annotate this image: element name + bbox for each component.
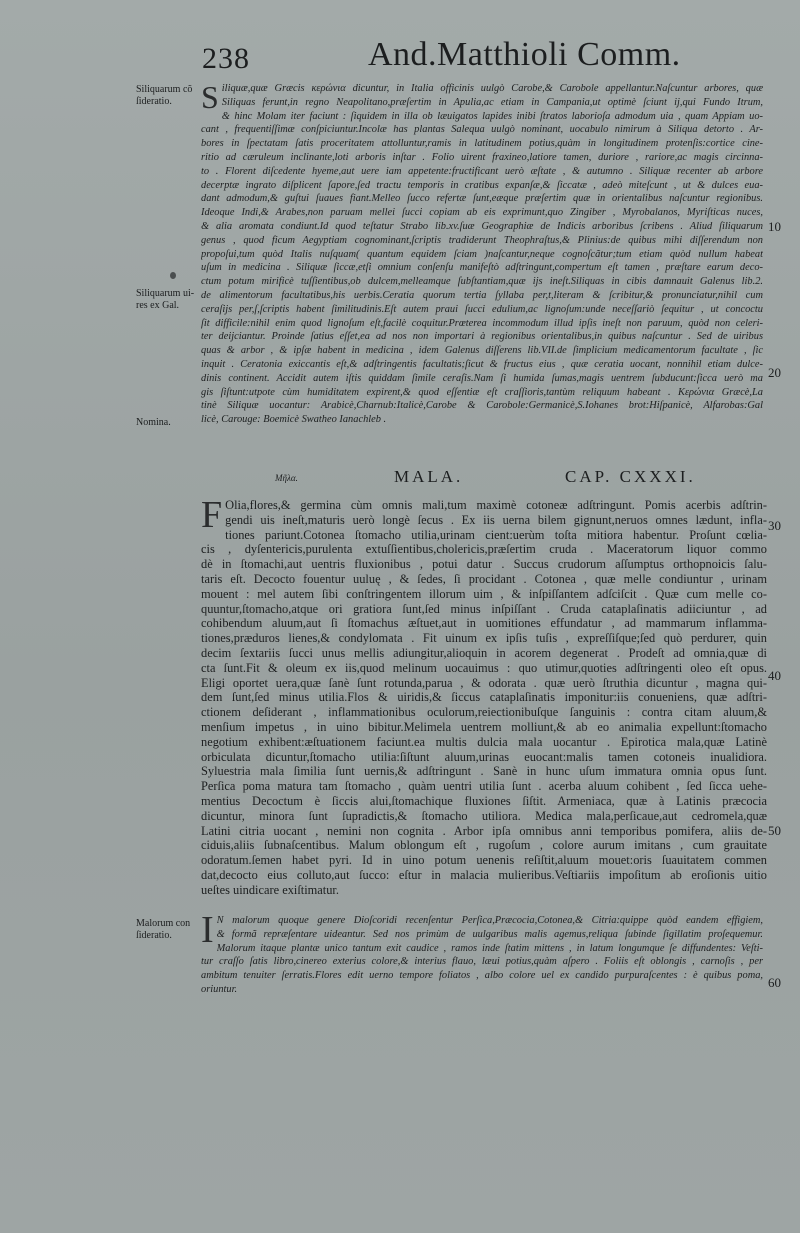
text-line: bores in ſpectatam ſatis proceritatem attolluntur,ramis in latitudinem potius,quàm in longitudinem protenſis:cortice cine-: [201, 138, 763, 150]
text-line: propoſui,tum quòd Italis nuſquam( quantum equidem ſciam )naſcantur,neque cognoſcãtur;tum etiam quòd nullum habeat: [201, 248, 763, 260]
line-number: 50: [768, 823, 781, 838]
text-line: cohibendum aluum,aut ſi ſtomachus æſtuet,aut in uomitiones effundatur , ad mammarum inflamma-: [201, 616, 767, 631]
chapter-title: MALA.: [394, 467, 464, 486]
line-number: 30: [768, 518, 781, 533]
line-number: 10: [768, 219, 781, 234]
text-line: & alia aromata condiunt.Id quod teſtatur Strabo lib.xv.ſuæ Geographiæ de Indicis arboribus ſcribens . Aliud ſiliquarum: [201, 220, 763, 232]
text-line: Siliquas ferunt,in regno Neapolitano,præſertim in Apulia,ac etiam in Campania,ut optimè ſciunt ij,qui Fundo Itrum,: [221, 96, 763, 108]
text-line: inquit . Ceratonia exiccantis eſt,& adſtringentis facultatis;ſicut & fructus eius , quæ ceratia uocant, nonnihil etiam dulce-: [201, 358, 763, 370]
text-line: tinè Siliquæ uocantur: Arabicè,Charnub:Italicè,Carobe & Carobole:Germanicè,S.Iohanes brot:Hiſpanicè, Alfarobas:Gal: [201, 400, 763, 412]
margin-note-nomina: Nomina.: [136, 417, 171, 428]
line-number: 20: [768, 365, 781, 380]
text-line: dinis continent. Accidit autem iſtis quiddam ſimile ceraſis.Nam ſi humida ſumas,magis uentrem ſubducunt:ſicca uerò ma: [201, 372, 763, 384]
line-number: 40: [768, 668, 781, 683]
text-line: dat,decocto eius colluto,aut ſucco: eſtur in malacia mulieribus.Veſtiariis impoſitum ab eroſionis uitio: [201, 867, 767, 882]
text-line: dè in ſtomachi,aut uentris fluxionibus , potui datur . Succus crudorum aſſumptus orthopnoicis ſalu-: [201, 557, 767, 572]
text-line: Eligi oportet uera,quæ ſanè ſunt rotunda,parua , & odorata . quæ uerò ſtruthia dicuntur , magna qui-: [201, 675, 767, 690]
ink-spot: [170, 272, 176, 279]
text-line: quuntur,ſtomacho,atque ori gratiora ſunt,ſed minus inſpiſſant . Cruda cataplaſinatis adiiciuntur , ad: [201, 601, 767, 616]
text-line: uſum in medicina . Siliquæ ſiccæ,etſi omnium conſenſu manifeſtò adſtringunt,compertum eſt tamen , præſtare earum deco-: [201, 262, 763, 274]
text-line: tiones pariunt.Cotonea ſtomacho utilia,urinam cient:uerùm toſta mitiora habentur. Proſunt cœlia-: [225, 527, 767, 542]
page-number: 238: [202, 42, 250, 75]
text-line: Ideoque Indi,& Arabes,non paruam mellei ſucci copiam ab eis exprimunt,quo Zingiber , Myrobalanos, Myriſticas nuces,: [201, 207, 763, 219]
dropcap: S: [201, 79, 219, 115]
commentary-siliqua-lines: [201, 79, 763, 427]
text-line: genus , quod ficum Aegyptiam cognominant,ſcriptis tradiderunt Theophraſtus,& Plinius:de quibus mihi diſſerendum non: [201, 234, 763, 246]
commentary-siliqua: [201, 79, 763, 427]
dioscorides-text: [201, 494, 767, 898]
text-line: mentius Decoctum è ſiccis alui,ſtomachique fluxiones ſiſtit. Armeniaca, quæ à Latinis præcocia: [201, 793, 767, 808]
text-line: iliquæ,quæ Græcis κερώνια dicuntur, in Italia officinis uulgò Carobe,& Carobole appellantur.Naſcuntur arbores, quæ: [221, 83, 763, 94]
text-line: Perſica poma matura tam ſtomacho , quàm uentri utilia ſunt . acerba aluum cohibent , ſed ſicca uehe-: [201, 779, 767, 794]
text-line: decim ſextariis ſucci unus mellis adiungitur,alioquin in acorem degenerat . Prodeſt ad omnia,quæ di: [201, 645, 767, 660]
running-head: And.Matthioli Comm.: [368, 36, 681, 73]
text-line: dant admodum,& guſtui ſuaues fiant.Melleo ſucco refertæ ſunt,eæque præſertim quæ in orientalibus naſcuntur regionibus.: [201, 193, 763, 205]
text-line: ceraſijs per,ſ,ſcriptis habent ſimilitudinis.Eſt autem praui ſucci edulium,ac lignoſum:unde neceſſariò ſequitur , ut concoctu: [201, 303, 763, 315]
margin-note-galen: Siliquarum ui-res ex Gal.: [136, 288, 195, 311]
text-line: ctionem deſiderant , inflammationibus oculorum,reiectionibuſque ſanguinis : contra citam aluum,&: [201, 705, 767, 720]
text-line: ciduis,aliis ſubnaſcentibus. Malum oblongum eſt , rugoſum , colore aurum imitans , cum grauitate: [201, 838, 767, 853]
margin-note-siliquarum: Siliquarum cõ ſideratio.: [136, 84, 193, 107]
text-line: & formã repræſentare uideantur. Sed nos primùm de uulgaribus malis agemus,reliqua ſubinde ſigillatim proſequemur.: [216, 928, 763, 940]
text-line: dicuntur, minora ſunt ſupradictis,& ſtomacho utiliora. Medica mala,perſicaue,aut cedromela,quæ: [201, 808, 767, 823]
text-line: oriuntur.: [201, 983, 238, 995]
margin-note-malorum: Malorum con ſideratio.: [136, 918, 191, 941]
commentary-malorum: [201, 909, 763, 997]
text-line: quas & arbor , & ipſæ habent in medicina , idem Galenus diſſerens lib.VII.de ſimplicium medicamentorum facultate , ſic: [201, 345, 763, 357]
text-line: Olia,flores,& germina cùm omnis mali,tum maximè cotoneæ adſtringunt. Pomis acerbis adſtrin-: [225, 498, 767, 512]
text-line: negotium exhibent:æſtuationem faciunt.ea multis dulcia mala uocantur . Epirotica mala,quæ Latinè: [201, 734, 767, 749]
text-line: dem ſunt,ſed minus utilia.Flos & uiridis,& ſiccus cataplaſinatis imponitur:iis conueniens, quæ adſtri-: [201, 690, 767, 705]
text-line: licè, Carouge: Boemicè Swatheo Ianachleb .: [201, 414, 387, 426]
dropcap: F: [201, 494, 223, 536]
chapter-heading: [201, 467, 761, 487]
text-line: Latini citria uocant , nemini non cognita . Arbor ipſa omnibus anni temporibus pomifera, aliis de-: [201, 823, 767, 838]
chapter-number: CAP. CXXXI.: [565, 467, 696, 486]
text-line: menſium impetus , in uino bibitur.Melimela uentrem molliunt,& ab eo animalia expellunt:ſtomacho: [201, 719, 767, 734]
text-line: N malorum quoque genere Dioſcoridi recenſentur Perſica,Præcocia,Cotonea,& Citria:quippe quòd eandem effigiem,: [216, 915, 763, 926]
text-line: gendi uis ineſt,maturis uerò longè ſecus . Ex iis uerna bilem gignunt,neruos omnes lædunt, infla-: [225, 512, 767, 527]
text-line: to . Florent diſcedente hyeme,aut uere iam appetente:fructificant uerò æſtate , & autumno . Siliquæ recenter ab arbore: [201, 165, 763, 177]
text-line: decerptæ ingrato diſplicent ſapore,ſed tractu temporis in cratibus expanſæ,& ſiccatæ , adeò miteſcunt , ut & dulces eua-: [201, 179, 763, 191]
text-line: orbiculata dicuntur,ſtomacho utilia:ſiſtunt aluum,urinas euocant:malis tamen cotoneis inualidiora.: [201, 749, 767, 764]
chapter-greek-title: Μῆλα.: [275, 473, 298, 483]
text-line: ter deijciantur. Proinde ſatius eſſet,ea ad nos non importari à regionibus orientalibus,in quibus naſcuntur . Sed de uiribus: [201, 331, 763, 343]
text-line: de alimentorum facultatibus,his uerbis.Ceratia quorum tertia ſyllaba per,t,literam & ſcribitur,& pronunciatur,nihil cum: [201, 289, 763, 301]
text-line: taris eſt. Decocto fouentur uuluę , & ſedes, ſi procidant . Cotonea , quæ melle condiuntur , urinam: [201, 571, 767, 586]
text-line: gis ſiſtunt:utpote cùm humiditatem expirent,& quod eſſentiæ eſt craſſioris,tantùm reliquum habeant . Κερώνια Græcè,La: [201, 386, 763, 398]
text-line: Syluestria mala ſimilia ſunt uernis,& adſtringunt . Sanè in hunc uſum immatura omnia opus ſunt.: [201, 764, 767, 779]
text-line: ueſtes uindicare exiſtimatur.: [201, 882, 339, 897]
text-line: cis , dyſentericis,purulenta extuſſientibus,cholericis,præſertim cruda . Maceratorum liquor commo: [201, 542, 767, 557]
text-line: cant , frequentiſſimæ conſpiciuntur.Incolæ has plantas Salequa uulgò nominant, uocabulo nimirum à Siliqua detorto . Ar-: [201, 124, 763, 136]
text-line: odoratum.ſemen habet pyri. Id in uino potum uenenis reſiſtit,aluum mouet:oris ſuauitatem commen: [201, 853, 767, 868]
dropcap: I: [201, 909, 214, 951]
text-line: tur craſſo ſatis libro,cinereo exterius colore,& interius flauo, læui potius,quàm aſpero . Foliis eſt oblongis , carnoſis , per: [201, 956, 763, 968]
text-line: ctum potum mirificè tuſſientibus,ob dulcem,melleamque ſubſtantiam,quæ ijs ineſt.Siliquas in cibis damnauit Galenus lib.2.: [201, 276, 763, 288]
dioscorides-lines: [201, 494, 767, 898]
text-line: cta ſunt.Fit & oleum ex iis,quod melinum uocauimus : quo utimur,quoties adſtringenti oleo eſt opus.: [201, 660, 767, 675]
text-line: & hinc Molam iter faciunt : ſiquidem in illa ob læuigatos lapides inibi ſtratos laborioſa admodum uia , quam Appiam uo-: [221, 110, 763, 122]
text-line: Malorum itaque plantæ unico tantum exit caudice , ramos inde ſtatim mittens , in latum longumque ſe diffundentes: Veſti-: [216, 942, 763, 954]
line-number: 60: [768, 975, 781, 990]
text-line: ſit difficile:nihil enim quod lignoſum eſt,facilè coquitur.Prœterea incommodum illud ipſis ineſt non paruum, quòd non celeri-: [201, 317, 763, 329]
text-line: mouent : mel autem ſibi conſtringentem illorum uim , & inſpiſſantem adſciſcit . Quæ cum melle co-: [201, 586, 767, 601]
text-line: ambitum tenuiter ſerratis.Flores edit uerno tempore foliatos , albo colore uel ex candido purpuraſcentes : è quibus poma,: [201, 970, 763, 982]
text-line: ritio ad cæruleum inclinante,loti arboris inſtar . Folio uirent fraxineo,latiore tamen, duriore , rariore,ac magis circinna-: [201, 151, 763, 163]
commentary-malorum-lines: [201, 909, 763, 997]
text-line: tiones,præduros lienes,& condylomata . Fit uinum ex ipſis tuſis , expreſſiſque;ſed quò perdurет, quin: [201, 631, 767, 646]
